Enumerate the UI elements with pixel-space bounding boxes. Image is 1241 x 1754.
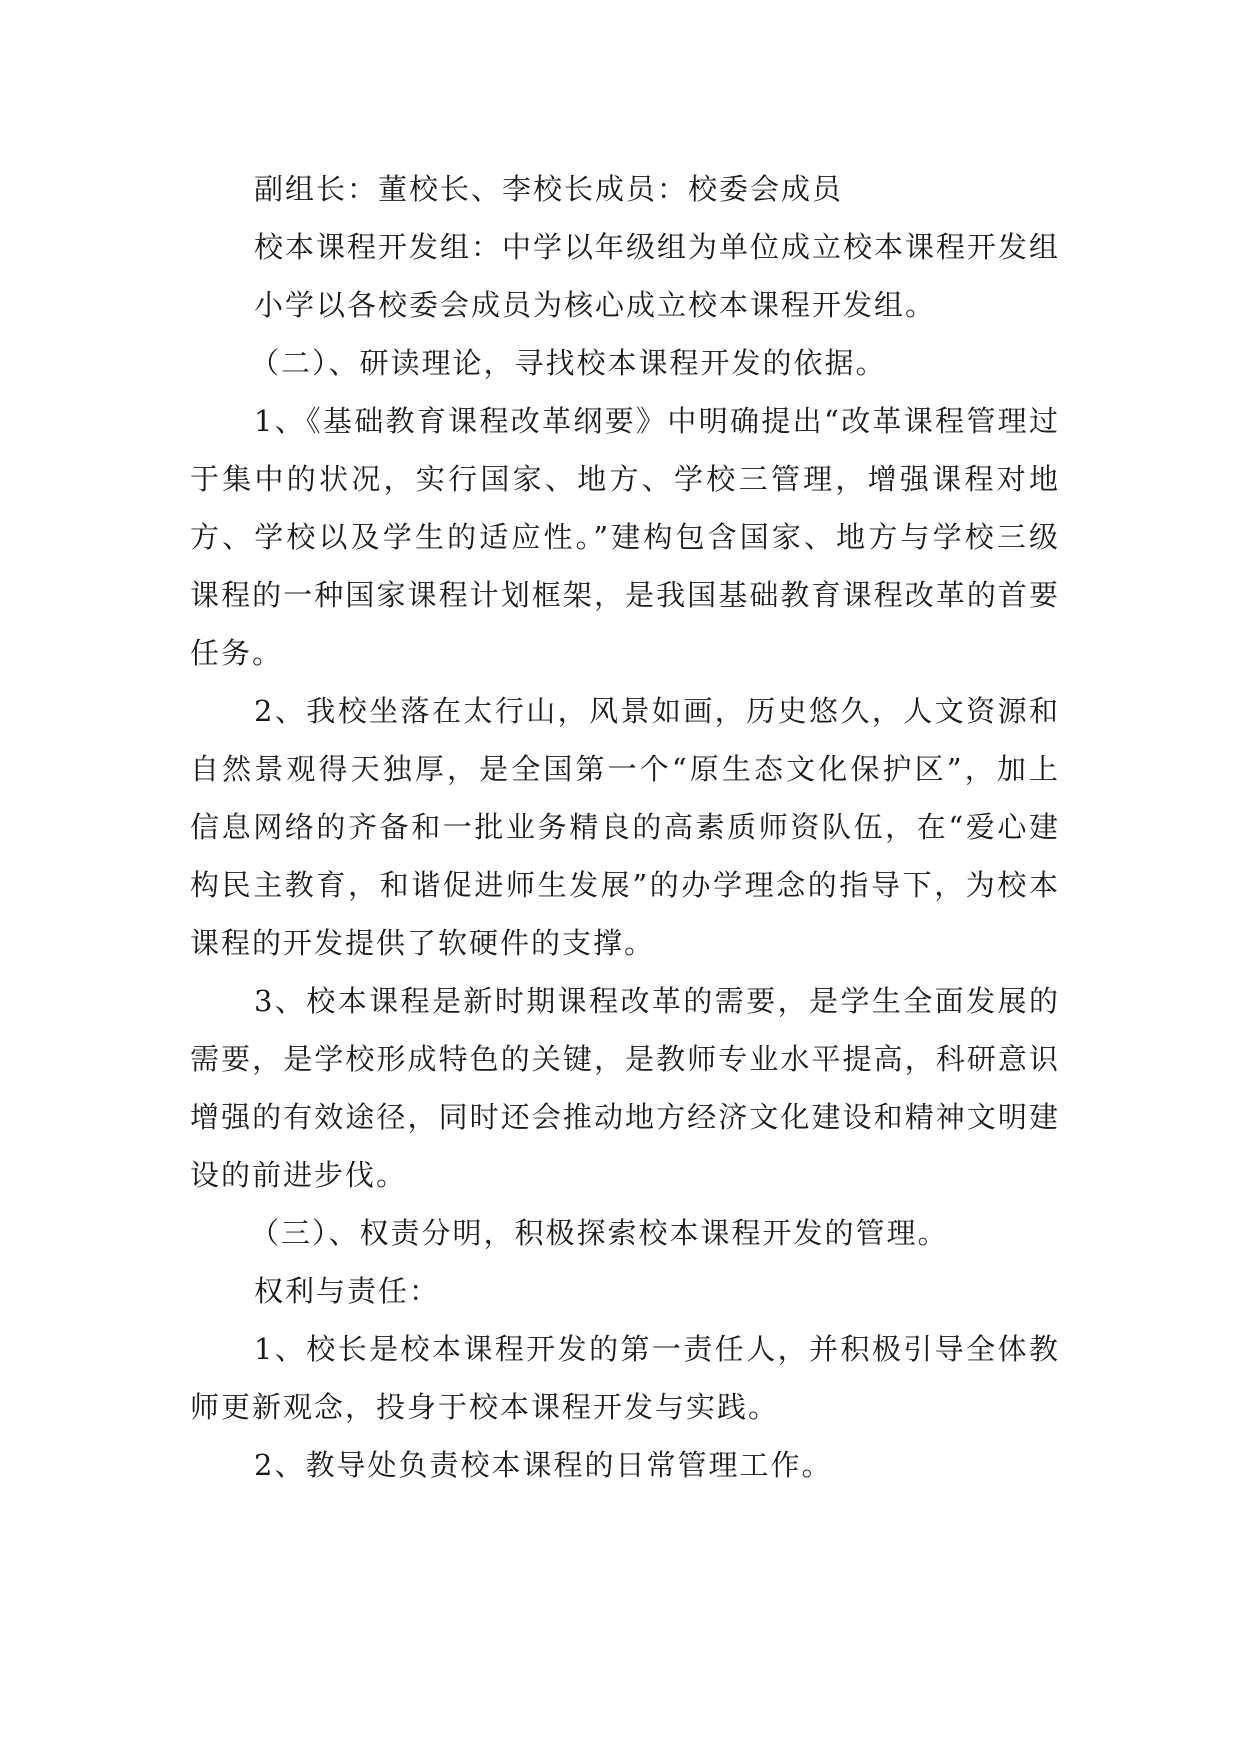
paragraph-vice-leaders: 副组长：董校长、李校长成员：校委会成员 (254, 172, 844, 206)
paragraph-rights-2: 2、教导处负责校本课程的日常管理工作。 (254, 1448, 833, 1482)
paragraph-item-2: 2、我校坐落在太行山，风景如画，历史悠久，人文资源和自然景观得天独厚，是全国第一个“原生态文化保护区”，加上信息网络的齐备和一批业务精良的高素质师资队伍，在“爱心建构民主教育，和谐促进师生发展”的办学理念的指导下，为校本课程的开发提供了软硬件的支撑。 (190, 694, 1060, 960)
paragraph-item-1: 1、《基础教育课程改革纲要》中明确提出“改革课程管理过于集中的状况，实行国家、地方、学校三管理，增强课程对地方、学校以及学生的适应性。”建构包含国家、地方与学校三级课程的一种国家课程计划框架，是我国基础教育课程改革的首要任务。 (190, 404, 1060, 670)
document-body (190, 160, 1060, 1494)
section-heading-3: （三）、权责分明，积极探索校本课程开发的管理。 (250, 1216, 949, 1250)
paragraph-item-3: 3、校本课程是新时期课程改革的需要，是学生全面发展的需要，是学校形成特色的关键，是教师专业水平提高，科研意识增强的有效途径，同时还会推动地方经济文化建设和精神文明建设的前进步伐。 (190, 984, 1060, 1192)
paragraph-rights-1: 1、校长是校本课程开发的第一责任人，并积极引导全体教师更新观念，投身于校本课程开发与实践。 (190, 1332, 1060, 1424)
paragraph-rights-label: 权利与责任： (254, 1274, 441, 1308)
paragraph-dev-group: 校本课程开发组：中学以年级组为单位成立校本课程开发组 (254, 230, 1061, 264)
section-heading-2: （二）、研读理论，寻找校本课程开发的依据。 (250, 346, 887, 380)
paragraph-primary-group: 小学以各校委会成员为核心成立校本课程开发组。 (254, 288, 937, 322)
